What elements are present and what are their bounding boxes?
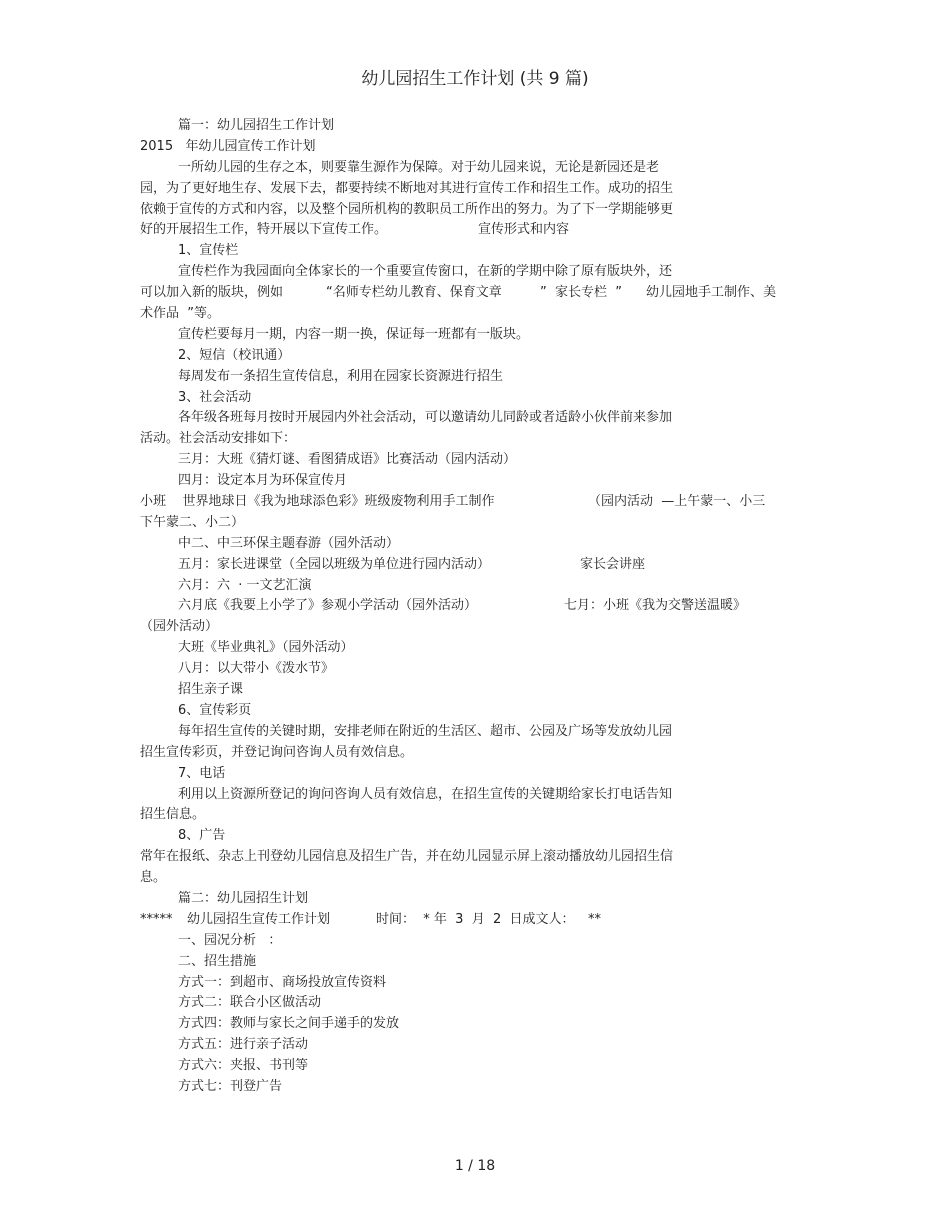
text-segment: 一所幼儿园的生存之本，则要靠生源作为保障。对于幼儿园来说，无论是新园还是老 — [178, 159, 660, 175]
text-line — [0, 659, 950, 680]
text-line — [0, 952, 950, 973]
text-segment: 可以加入新的版块，例如 — [140, 285, 284, 301]
text-segment: 六月底《我要上小学了》参观小学活动（园外活动） — [178, 598, 478, 614]
text-line — [0, 325, 950, 346]
text-segment: ** — [588, 911, 601, 927]
text-segment: 二、招生措施 — [178, 953, 257, 969]
text-segment: 招生亲子课 — [178, 682, 244, 698]
text-segment: 7、电话 — [178, 765, 226, 781]
text-segment: 2015 年幼儿园宣传工作计划 — [140, 138, 316, 154]
text-segment: 园，为了更好地生存、发展下去，都要持续不断地对其进行宣传工作和招生工作。成功的招生 — [140, 180, 674, 196]
text-segment: 方式四：教师与家长之间手递手的发放 — [178, 1016, 400, 1032]
text-segment: 八月：以大带小《泼水节》 — [178, 661, 335, 677]
text-segment: 家长会讲座 — [580, 556, 646, 572]
text-line — [0, 722, 950, 743]
text-segment: （园内活动 —上午蒙一、小三 — [588, 494, 766, 510]
text-segment: 宣传栏作为我园面向全体家长的一个重要宣传窗口，在新的学期中除了原有版块外，还 — [178, 264, 673, 280]
text-segment: “名师专栏幼儿教育、保育文章 — [326, 285, 502, 301]
text-segment: 3、社会活动 — [178, 389, 252, 405]
text-line — [0, 137, 950, 158]
text-segment: 术作品 ”等。 — [140, 306, 220, 322]
text-line — [0, 576, 950, 597]
text-line — [0, 617, 950, 638]
text-line — [0, 785, 950, 806]
text-line — [0, 993, 950, 1014]
text-line — [0, 367, 950, 388]
text-line — [0, 534, 950, 555]
text-line — [0, 200, 950, 221]
text-line — [0, 1035, 950, 1056]
text-line — [0, 1077, 950, 1098]
text-line — [0, 283, 950, 304]
text-line — [0, 304, 950, 325]
text-line — [0, 1056, 950, 1077]
text-segment: 大班《毕业典礼》（园外活动） — [178, 640, 354, 656]
text-line — [0, 826, 950, 847]
text-segment: 篇二：幼儿园招生计划 — [178, 890, 309, 906]
text-segment: 每周发布一条招生宣传信息，利用在园家长资源进行招生 — [178, 368, 504, 384]
text-segment: 方式六：夹报、书刊等 — [178, 1058, 309, 1074]
text-line — [0, 638, 950, 659]
text-line — [0, 847, 950, 868]
text-segment: 宣传栏要每月一期，内容一期一换，保证每一班都有一版块。 — [178, 326, 530, 342]
text-line — [0, 889, 950, 910]
text-line — [0, 471, 950, 492]
text-line — [0, 555, 950, 576]
text-segment: 方式一：到超市、商场投放宣传资料 — [178, 974, 387, 990]
text-line — [0, 179, 950, 200]
text-segment: ***** — [140, 911, 173, 927]
text-segment: ” 家长专栏 ” — [540, 285, 622, 301]
text-segment: 方式七：刊登广告 — [178, 1078, 283, 1094]
text-line — [0, 408, 950, 429]
text-segment: 幼儿园地手工制作、美 — [646, 285, 777, 301]
text-segment: 五月：家长进课堂（全园以班级为单位进行园内活动） — [178, 556, 491, 572]
text-segment: 幼儿园招生宣传工作计划 — [187, 911, 331, 927]
text-line — [0, 931, 950, 952]
text-segment: 下午蒙二、小二） — [140, 514, 245, 530]
text-segment: 三月：大班《猜灯谜、看图猜成语》比赛活动（园内活动） — [178, 452, 517, 468]
text-segment: 8、广告 — [178, 828, 226, 844]
text-segment: 篇一：幼儿园招生工作计划 — [178, 118, 335, 133]
text-segment: 七月：小班《我为交警送温暖》 — [564, 598, 747, 614]
text-segment: 息。 — [140, 870, 167, 886]
text-segment: 2、短信（校讯通） — [178, 347, 291, 363]
text-segment: 时间： * 年 3 月 2 日成文人： — [376, 911, 575, 927]
text-line — [0, 973, 950, 994]
text-segment: 利用以上资源所登记的询问咨询人员有效信息，在招生宣传的关键期给家长打电话告知 — [178, 786, 673, 802]
text-line — [0, 262, 950, 283]
text-line — [0, 701, 950, 722]
text-segment: 每年招生宣传的关键时期，安排老师在附近的生活区、超市、公园及广场等发放幼儿园 — [178, 723, 673, 739]
text-line — [0, 346, 950, 367]
text-segment: 四月：设定本月为环保宣传月 — [178, 473, 348, 489]
text-segment: （园外活动） — [140, 619, 219, 635]
text-line — [0, 868, 950, 889]
text-segment: 宣传形式和内容 — [478, 222, 570, 238]
text-line — [0, 492, 950, 513]
document-title: 幼儿园招生工作计划 (共 9 篇) — [361, 69, 589, 89]
text-segment: 六月：六 · 一文艺汇演 — [178, 577, 312, 593]
page-number: 1 / 18 — [454, 1158, 496, 1174]
text-line — [0, 116, 950, 137]
text-segment: 招生宣传彩页，并登记询问咨询人员有效信息。 — [140, 744, 414, 760]
text-segment: 一、园况分析 ： — [178, 932, 282, 948]
text-line — [0, 241, 950, 262]
document-body — [0, 116, 950, 1098]
text-segment: 常年在报纸、杂志上刊登幼儿园信息及招生广告，并在幼儿园显示屏上滚动播放幼儿园招生信 — [140, 849, 674, 865]
text-segment: 6、宣传彩页 — [178, 702, 252, 718]
text-line — [0, 513, 950, 534]
text-line — [0, 388, 950, 409]
text-segment: 各年级各班每月按时开展园内外社会活动，可以邀请幼儿同龄或者适龄小伙伴前来参加 — [178, 410, 673, 426]
text-segment: 好的开展招生工作，特开展以下宣传工作。 — [140, 222, 388, 238]
text-segment: 小班 世界地球日《我为地球添色彩》班级废物利用手工制作 — [140, 494, 495, 510]
text-line — [0, 764, 950, 785]
text-line — [0, 596, 950, 617]
text-line — [0, 743, 950, 764]
text-segment: 依赖于宣传的方式和内容，以及整个园所机构的教职员工所作出的努力。为了下一学期能够更 — [140, 201, 674, 217]
text-line — [0, 220, 950, 241]
text-segment: 1、宣传栏 — [178, 243, 239, 259]
text-line — [0, 680, 950, 701]
text-segment: 活动。社会活动安排如下： — [140, 431, 297, 447]
text-line — [0, 450, 950, 471]
text-segment: 方式五：进行亲子活动 — [178, 1037, 309, 1053]
text-segment: 方式二：联合小区做活动 — [178, 995, 322, 1011]
text-line — [0, 910, 950, 931]
text-line — [0, 429, 950, 450]
text-segment: 招生信息。 — [140, 807, 206, 823]
text-line — [0, 1014, 950, 1035]
text-segment: 中二、中三环保主题春游（园外活动） — [178, 535, 400, 551]
text-line — [0, 158, 950, 179]
text-line — [0, 805, 950, 826]
